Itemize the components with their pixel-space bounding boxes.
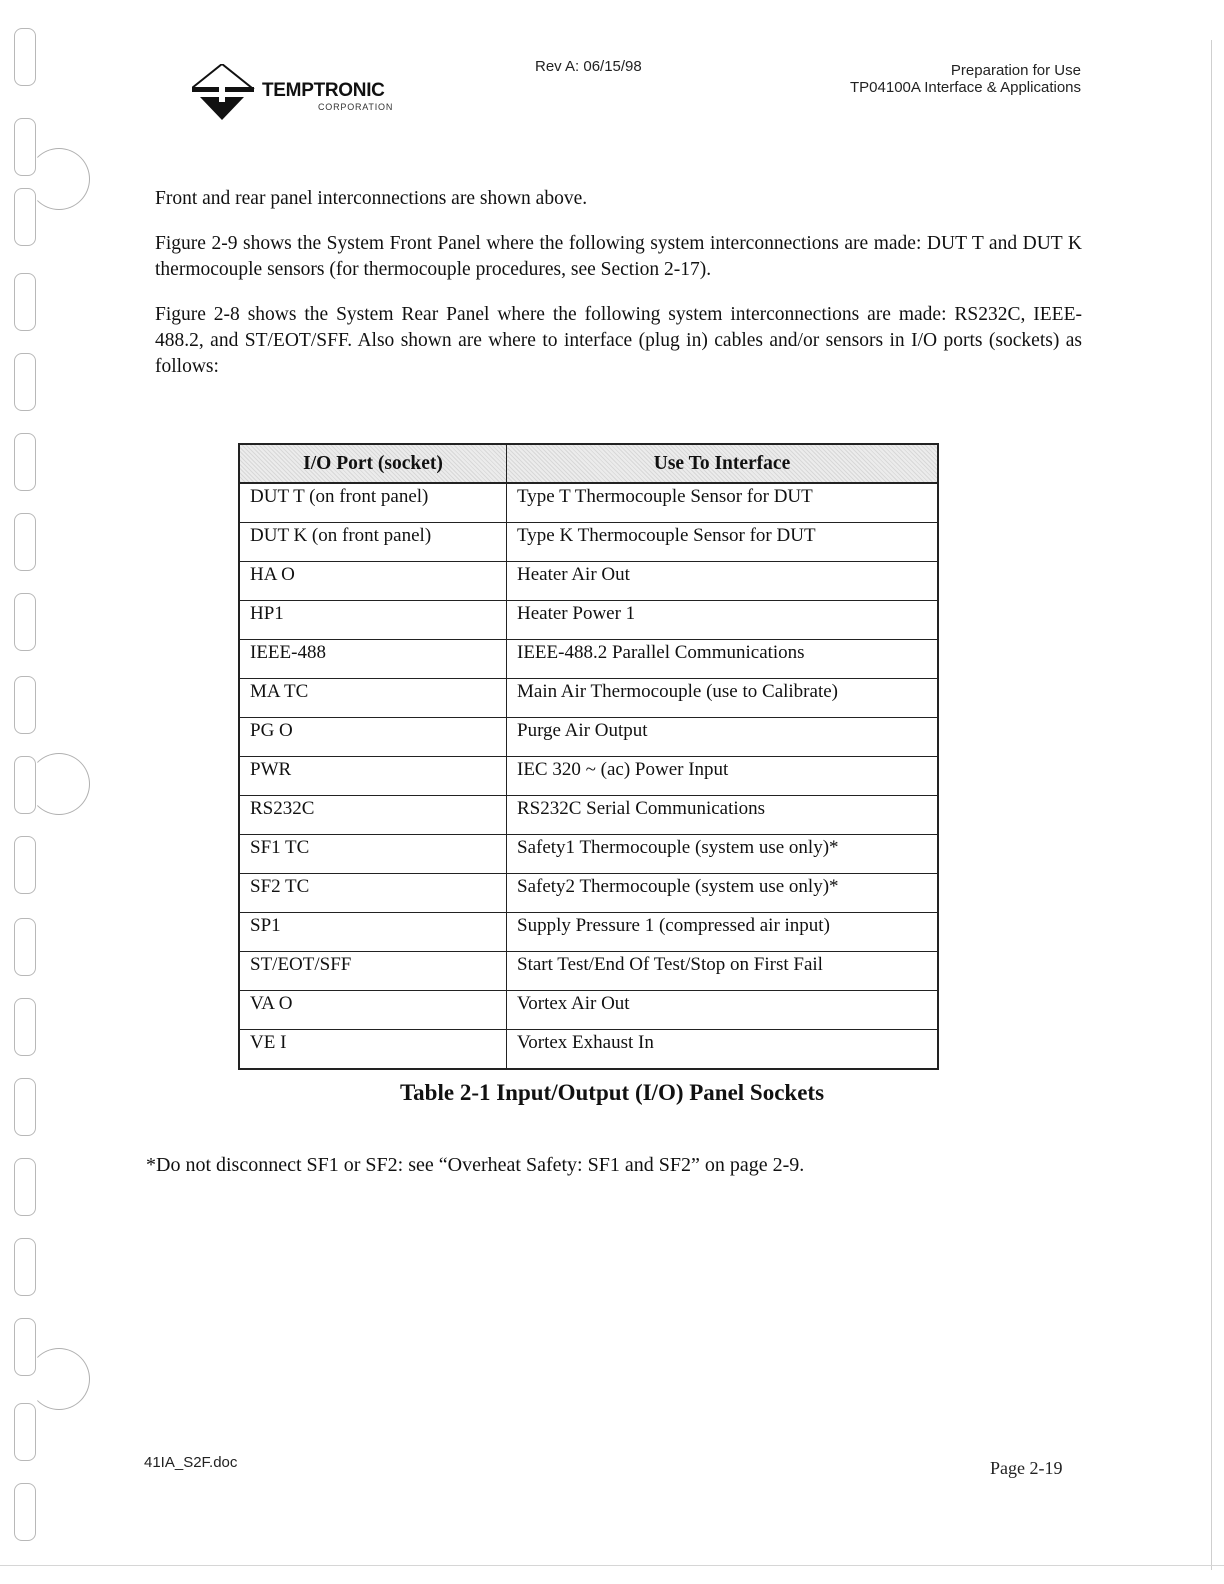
port-cell: VA O: [239, 991, 507, 1030]
port-cell: VE I: [239, 1030, 507, 1070]
use-cell: Safety2 Thermocouple (system use only)*: [507, 874, 939, 913]
table-row: [239, 640, 938, 679]
table-row: [239, 1030, 938, 1070]
table-row: [239, 757, 938, 796]
binder-holes: [14, 28, 44, 1558]
table-row: [239, 679, 938, 718]
table-row: [239, 601, 938, 640]
use-cell: Heater Power 1: [507, 601, 939, 640]
column-header-port: I/O Port (socket): [239, 444, 507, 483]
use-cell: Vortex Air Out: [507, 991, 939, 1030]
port-cell: MA TC: [239, 679, 507, 718]
document-title: TP04100A Interface & Applications: [850, 79, 1081, 96]
footer-filename: 41IA_S2F.doc: [144, 1454, 238, 1471]
table-row: [239, 483, 938, 523]
table-row: [239, 835, 938, 874]
use-cell: Type T Thermocouple Sensor for DUT: [507, 483, 939, 523]
paragraph-2: Figure 2-9 shows the System Front Panel where the following system interconnections are made: DUT T and DUT K thermocouple sensors (for thermocouple procedures, see Section 2-17).: [155, 233, 1082, 280]
use-cell: Supply Pressure 1 (compressed air input): [507, 913, 939, 952]
footnote: *Do not disconnect SF1 or SF2: see “Overheat Safety: SF1 and SF2” on page 2-9.: [146, 1154, 805, 1176]
page-number: Page 2-19: [990, 1458, 1063, 1478]
table-row: [239, 991, 938, 1030]
port-cell: ST/EOT/SFF: [239, 952, 507, 991]
table-caption: Table 2-1 Input/Output (I/O) Panel Sockets: [399, 1080, 825, 1105]
paragraph-1: Front and rear panel interconnections are shown above.: [155, 188, 588, 209]
use-cell: Safety1 Thermocouple (system use only)*: [507, 835, 939, 874]
port-cell: DUT T (on front panel): [239, 483, 507, 523]
port-cell: IEEE-488: [239, 640, 507, 679]
table-header-row: [239, 444, 938, 483]
port-cell: SF2 TC: [239, 874, 507, 913]
port-cell: SF1 TC: [239, 835, 507, 874]
scan-edge-line: [1211, 40, 1212, 1570]
column-header-use: Use To Interface: [507, 444, 939, 483]
port-cell: RS232C: [239, 796, 507, 835]
port-cell: HA O: [239, 562, 507, 601]
port-cell: PG O: [239, 718, 507, 757]
header-right: [850, 62, 1081, 96]
table-row: [239, 562, 938, 601]
use-cell: Vortex Exhaust In: [507, 1030, 939, 1070]
io-sockets-table: [238, 443, 939, 1070]
use-cell: RS232C Serial Communications: [507, 796, 939, 835]
logo-wordmark: TEMPTRONIC: [262, 80, 385, 101]
use-cell: Purge Air Output: [507, 718, 939, 757]
table-row: [239, 913, 938, 952]
paragraph-3: Figure 2-8 shows the System Rear Panel where the following system interconnections are made: RS232C, IEEE-488.2, and ST/EOT/SFF. Also shown are where to interface (plug in) cables and/or sensors in I/O ports (sockets) as follows:: [155, 304, 1082, 377]
port-cell: DUT K (on front panel): [239, 523, 507, 562]
section-title: Preparation for Use: [950, 62, 1081, 79]
use-cell: IEC 320 ~ (ac) Power Input: [507, 757, 939, 796]
table-row: [239, 718, 938, 757]
use-cell: Start Test/End Of Test/Stop on First Fail: [507, 952, 939, 991]
logo-subtitle: CORPORATION: [318, 102, 394, 112]
port-cell: HP1: [239, 601, 507, 640]
table-row: [239, 796, 938, 835]
use-cell: Main Air Thermocouple (use to Calibrate): [507, 679, 939, 718]
use-cell: Type K Thermocouple Sensor for DUT: [507, 523, 939, 562]
table-row: [239, 874, 938, 913]
use-cell: IEEE-488.2 Parallel Communications: [507, 640, 939, 679]
use-cell: Heater Air Out: [507, 562, 939, 601]
table-row: [239, 952, 938, 991]
port-cell: PWR: [239, 757, 507, 796]
scan-bottom-line: [0, 1565, 1224, 1566]
table-row: [239, 523, 938, 562]
revision-date: Rev A: 06/15/98: [535, 58, 642, 75]
port-cell: SP1: [239, 913, 507, 952]
